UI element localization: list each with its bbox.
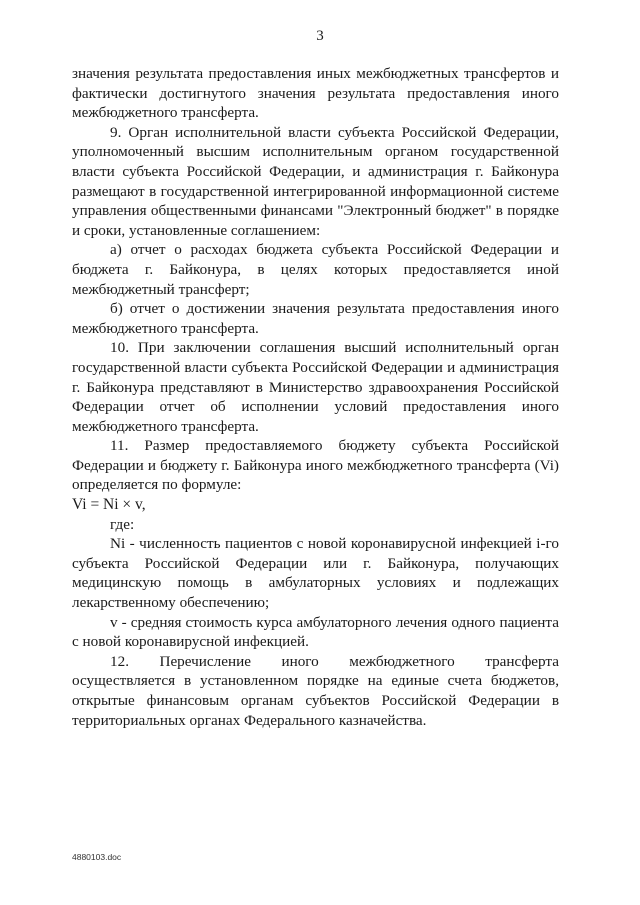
paragraph-9: 9. Орган исполнительной власти субъекта Российской Федерации, уполномоченный высшим исполнительным органом государственной власти субъекта Российской Федерации, и администрация г. Байконура размещают в государственной интегрированной информационной системе управления общественными финансами "Электронный бюджет" в порядке и сроки, установленные соглашением: xyxy=(72,123,559,239)
paragraph-10: 10. При заключении соглашения высший исполнительный орган государственной власти субъекта Российской Федерации и администрация г. Байконура представляют в Министерство здравоохранения Российской Федерации отчет об исполнении условий предоставления иного межбюджетного трансферта. xyxy=(72,339,559,435)
definition-v: v - средняя стоимость курса амбулаторного лечения одного пациента с новой коронавирусной инфекцией. xyxy=(72,613,559,651)
definition-ni: Ni - численность пациентов с новой коронавирусной инфекцией i-го субъекта Российской Федерации или г. Байконура, получающих медицинскую помощь в амбулаторных условиях и подлежащих лекарственному обеспечению; xyxy=(72,535,559,612)
footer-doc-name: 4880103.doc xyxy=(72,852,122,862)
where-label: где: xyxy=(110,515,135,533)
paragraph-9a: а) отчет о расходах бюджета субъекта Российской Федерации и бюджета г. Байконура, в целях которых предоставляется иной межбюджетный трансферт; xyxy=(72,241,559,298)
document-body xyxy=(72,64,559,730)
paragraph-9b: б) отчет о достижении значения результата предоставления иного межбюджетного трансферта. xyxy=(72,300,559,337)
paragraph-11: 11. Размер предоставляемого бюджету субъекта Российской Федерации и бюджету г. Байконура иного межбюджетного трансферта (Vi) определяется по формуле: xyxy=(72,437,559,494)
formula: Vi = Ni × v, xyxy=(72,496,146,514)
paragraph-12: 12. Перечисление иного межбюджетного трансферта осуществляется в установленном порядке на единые счета бюджетов, открытые финансовым органам субъектов Российской Федерации в территориальных органах Федерального казначейства. xyxy=(72,652,559,729)
paragraph-continuation: значения результата предоставления иных межбюджетных трансфертов и фактически достигнутого значения результата предоставления иного межбюджетного трансферта. xyxy=(72,65,559,122)
page-number: 3 xyxy=(316,28,324,44)
